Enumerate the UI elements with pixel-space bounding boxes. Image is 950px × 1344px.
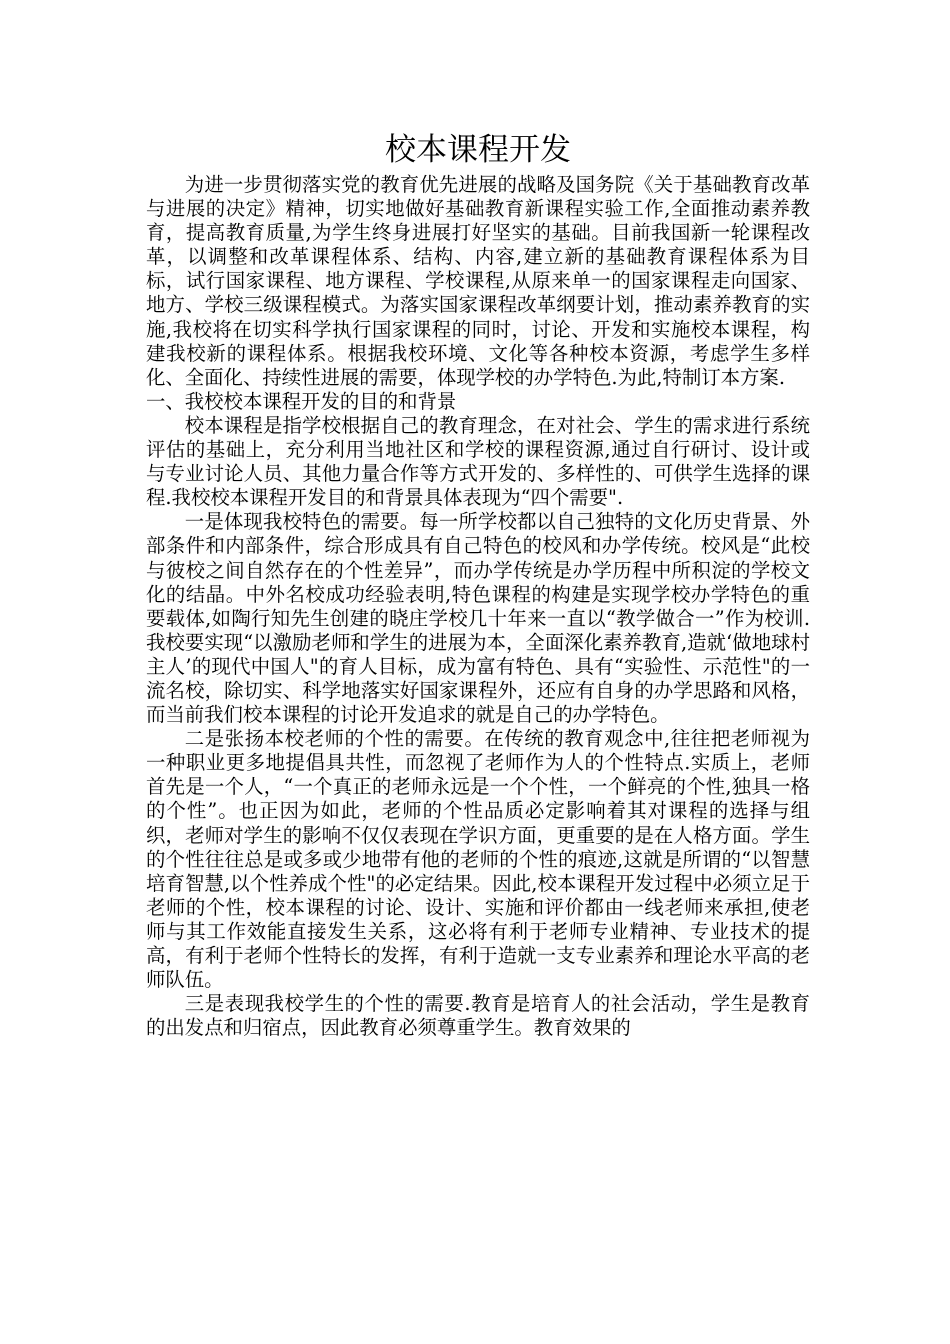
paragraph-definition: 校本课程是指学校根据自己的教育理念，在对社会、学生的需求进行系统评估的基础上，充分利用当地社区和学校的课程资源,通过自行研讨、设计或与专业讨论人员、其他力量合作等方式开发的、多样性的、可供学生选择的课程.我校校本课程开发目的和背景具体表现为“四个需要". (146, 413, 810, 510)
paragraph-need-one: 一是体现我校特色的需要。每一所学校都以自己独特的文化历史背景、外部条件和内部条件，综合形成具有自己特色的校风和办学传统。校风是“此校与彼校之间自然存在的个性差异”，而办学传统是办学历程中所积淀的学校文化的结晶。中外名校成功经验表明,特色课程的构建是实现学校办学特色的重要载体,如陶行知先生创建的晓庄学校几十年来一直以“教学做合一”作为校训.我校要实现“以激励老师和学生的进展为本，全面深化素养教育,造就‘做地球村主人’的现代中国人"的育人目标，成为富有特色、具有“实验性、示范性"的一流名校，除切实、科学地落实好国家课程外，还应有自身的办学思路和风格，而当前我们校本课程的讨论开发追求的就是自己的办学特色。 (146, 510, 810, 727)
paragraph-intro: 为进一步贯彻落实党的教育优先进展的战略及国务院《关于基础教育改革与进展的决定》精神，切实地做好基础教育新课程实验工作,全面推动素养教育，提高教育质量,为学生终身进展打好坚实的基础。目前我国新一轮课程改革，以调整和改革课程体系、结构、内容,建立新的基础教育课程体系为目标，试行国家课程、地方课程、学校课程,从原来单一的国家课程走向国家、地方、学校三级课程模式。为落实国家课程改革纲要计划，推动素养教育的实施,我校将在切实科学执行国家课程的同时，讨论、开发和实施校本课程，构建我校新的课程体系。根据我校环境、文化等各种校本资源，考虑学生多样化、全面化、持续性进展的需要，体现学校的办学特色.为此,特制订本方案. (146, 173, 810, 389)
document-title: 校本课程开发 (385, 132, 571, 168)
paragraph-need-three: 三是表现我校学生的个性的需要.教育是培育人的社会活动，学生是教育的出发点和归宿点，因此教育必须尊重学生。教育效果的 (146, 992, 810, 1040)
section-heading: 一、我校校本课程开发的目的和背景 (146, 389, 457, 413)
document-page (146, 128, 810, 1040)
document-body (146, 173, 810, 1040)
paragraph-need-two: 二是张扬本校老师的个性的需要。在传统的教育观念中,往往把老师视为一种职业更多地提倡具共性，而忽视了老师作为人的个性特点.实质上，老师首先是一个人，“一个真正的老师永远是一个个性，一个鲜亮的个性,独具一格的个性”。也正因为如此，老师的个性品质必定影响着其对课程的选择与组织，老师对学生的影响不仅仅表现在学识方面，更重要的是在人格方面。学生的个性往往总是或多或少地带有他的老师的个性的痕迹,这就是所谓的“以智慧培育智慧,以个性养成个性"的必定结果。因此,校本课程开发过程中必须立足于老师的个性，校本课程的讨论、设计、实施和评价都由一线老师来承担,使老师与其工作效能直接发生关系，这必将有利于老师专业精神、专业技术的提高，有利于老师个性特长的发挥，有利于造就一支专业素养和理论水平高的老师队伍。 (146, 727, 810, 992)
